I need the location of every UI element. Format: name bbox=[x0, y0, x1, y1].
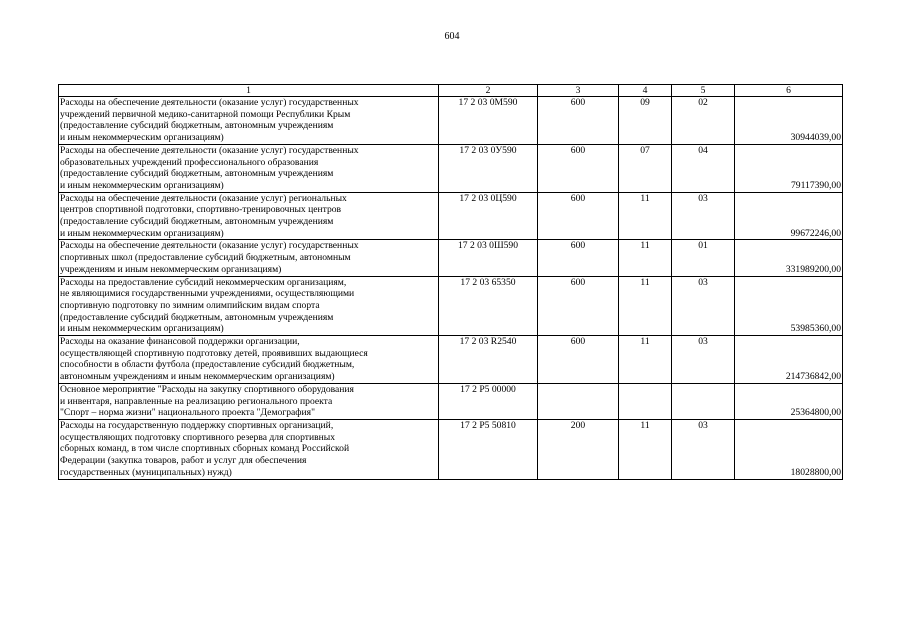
row-amount: 25364800,00 bbox=[735, 383, 843, 419]
row-subsection: 03 bbox=[672, 419, 735, 479]
row-expense-type: 600 bbox=[538, 192, 619, 240]
row-subsection: 04 bbox=[672, 144, 735, 192]
row-description: Расходы на обеспечение деятельности (оказание услуг) региональных центров спортивной подготовки, спортивно-тренировочных центров (предоставление субсидий бюджетным, автономным учреждениям и иным некоммерческим организациям) bbox=[59, 192, 439, 240]
row-expense-type: 600 bbox=[538, 240, 619, 276]
budget-table bbox=[58, 84, 843, 480]
row-code: 17 2 03 0Ц590 bbox=[439, 192, 538, 240]
row-description: Расходы на оказание финансовой поддержки организации, осуществляющей спортивную подготовку детей, проявивших выдающиеся способности в области футбола (предоставление субсидий бюджетным, автономным учреждениям и иным некоммерческим организациям) bbox=[59, 336, 439, 384]
row-amount: 79117390,00 bbox=[735, 144, 843, 192]
table-row bbox=[59, 336, 843, 384]
column-header: 1 bbox=[59, 85, 439, 97]
row-section: 11 bbox=[619, 192, 672, 240]
row-amount: 99672246,00 bbox=[735, 192, 843, 240]
row-expense-type: 600 bbox=[538, 144, 619, 192]
row-subsection: 03 bbox=[672, 276, 735, 336]
row-amount: 331989200,00 bbox=[735, 240, 843, 276]
row-description: Расходы на обеспечение деятельности (оказание услуг) государственных образовательных учреждений профессионального образования (предоставление субсидий бюджетным, автономным учреждениям и иным некоммерческим организациям) bbox=[59, 144, 439, 192]
row-expense-type bbox=[538, 383, 619, 419]
row-amount: 30944039,00 bbox=[735, 97, 843, 145]
row-subsection bbox=[672, 383, 735, 419]
row-code: 17 2 Р5 50810 bbox=[439, 419, 538, 479]
row-expense-type: 600 bbox=[538, 97, 619, 145]
row-section bbox=[619, 383, 672, 419]
table-row bbox=[59, 276, 843, 336]
row-description: Расходы на предоставление субсидий некоммерческим организациям, не являющимися государственными учреждениями, осуществляющими спортивную подготовку по зимним олимпийским видам спорта (предоставление субсидий бюджетным, автономным учреждениям и иным некоммерческим организациям) bbox=[59, 276, 439, 336]
table-row bbox=[59, 144, 843, 192]
row-subsection: 01 bbox=[672, 240, 735, 276]
row-section: 11 bbox=[619, 336, 672, 384]
row-amount: 18028800,00 bbox=[735, 419, 843, 479]
row-section: 09 bbox=[619, 97, 672, 145]
table-row bbox=[59, 192, 843, 240]
row-amount: 53985360,00 bbox=[735, 276, 843, 336]
row-expense-type: 200 bbox=[538, 419, 619, 479]
row-section: 11 bbox=[619, 240, 672, 276]
page-number: 604 bbox=[444, 31, 460, 42]
row-code: 17 2 03 65350 bbox=[439, 276, 538, 336]
row-section: 11 bbox=[619, 276, 672, 336]
column-header: 5 bbox=[672, 85, 735, 97]
row-code: 17 2 03 0У590 bbox=[439, 144, 538, 192]
column-header: 3 bbox=[538, 85, 619, 97]
column-header: 6 bbox=[735, 85, 843, 97]
row-subsection: 03 bbox=[672, 336, 735, 384]
row-description: Расходы на обеспечение деятельности (оказание услуг) государственных спортивных школ (предоставление субсидий бюджетным, автономным учреждениям и иным некоммерческим организациям) bbox=[59, 240, 439, 276]
row-code: 17 2 Р5 00000 bbox=[439, 383, 538, 419]
row-description: Расходы на обеспечение деятельности (оказание услуг) государственных учреждений первичной медико-санитарной помощи Республики Крым (предоставление субсидий бюджетным, автономным учреждениям и иным некоммерческим организациям) bbox=[59, 97, 439, 145]
row-section: 07 bbox=[619, 144, 672, 192]
column-header: 4 bbox=[619, 85, 672, 97]
row-expense-type: 600 bbox=[538, 276, 619, 336]
row-subsection: 02 bbox=[672, 97, 735, 145]
row-expense-type: 600 bbox=[538, 336, 619, 384]
table-row bbox=[59, 97, 843, 145]
row-description: Расходы на государственную поддержку спортивных организаций, осуществляющих подготовку спортивного резерва для спортивных сборных команд, в том числе спортивных сборных команд Российской Федерации (закупка товаров, работ и услуг для обеспечения государственных (муниципальных) нужд) bbox=[59, 419, 439, 479]
table-row bbox=[59, 383, 843, 419]
row-description: Основное мероприятие "Расходы на закупку спортивного оборудования и инвентаря, направленные на реализацию регионального проекта "Спорт – норма жизни" национального проекта "Демография" bbox=[59, 383, 439, 419]
row-code: 17 2 03 0Ш590 bbox=[439, 240, 538, 276]
row-subsection: 03 bbox=[672, 192, 735, 240]
column-header: 2 bbox=[439, 85, 538, 97]
table-row bbox=[59, 240, 843, 276]
row-code: 17 2 03 0М590 bbox=[439, 97, 538, 145]
table-row bbox=[59, 419, 843, 479]
row-amount: 214736842,00 bbox=[735, 336, 843, 384]
row-section: 11 bbox=[619, 419, 672, 479]
row-code: 17 2 03 R2540 bbox=[439, 336, 538, 384]
table-header-row bbox=[59, 85, 843, 97]
